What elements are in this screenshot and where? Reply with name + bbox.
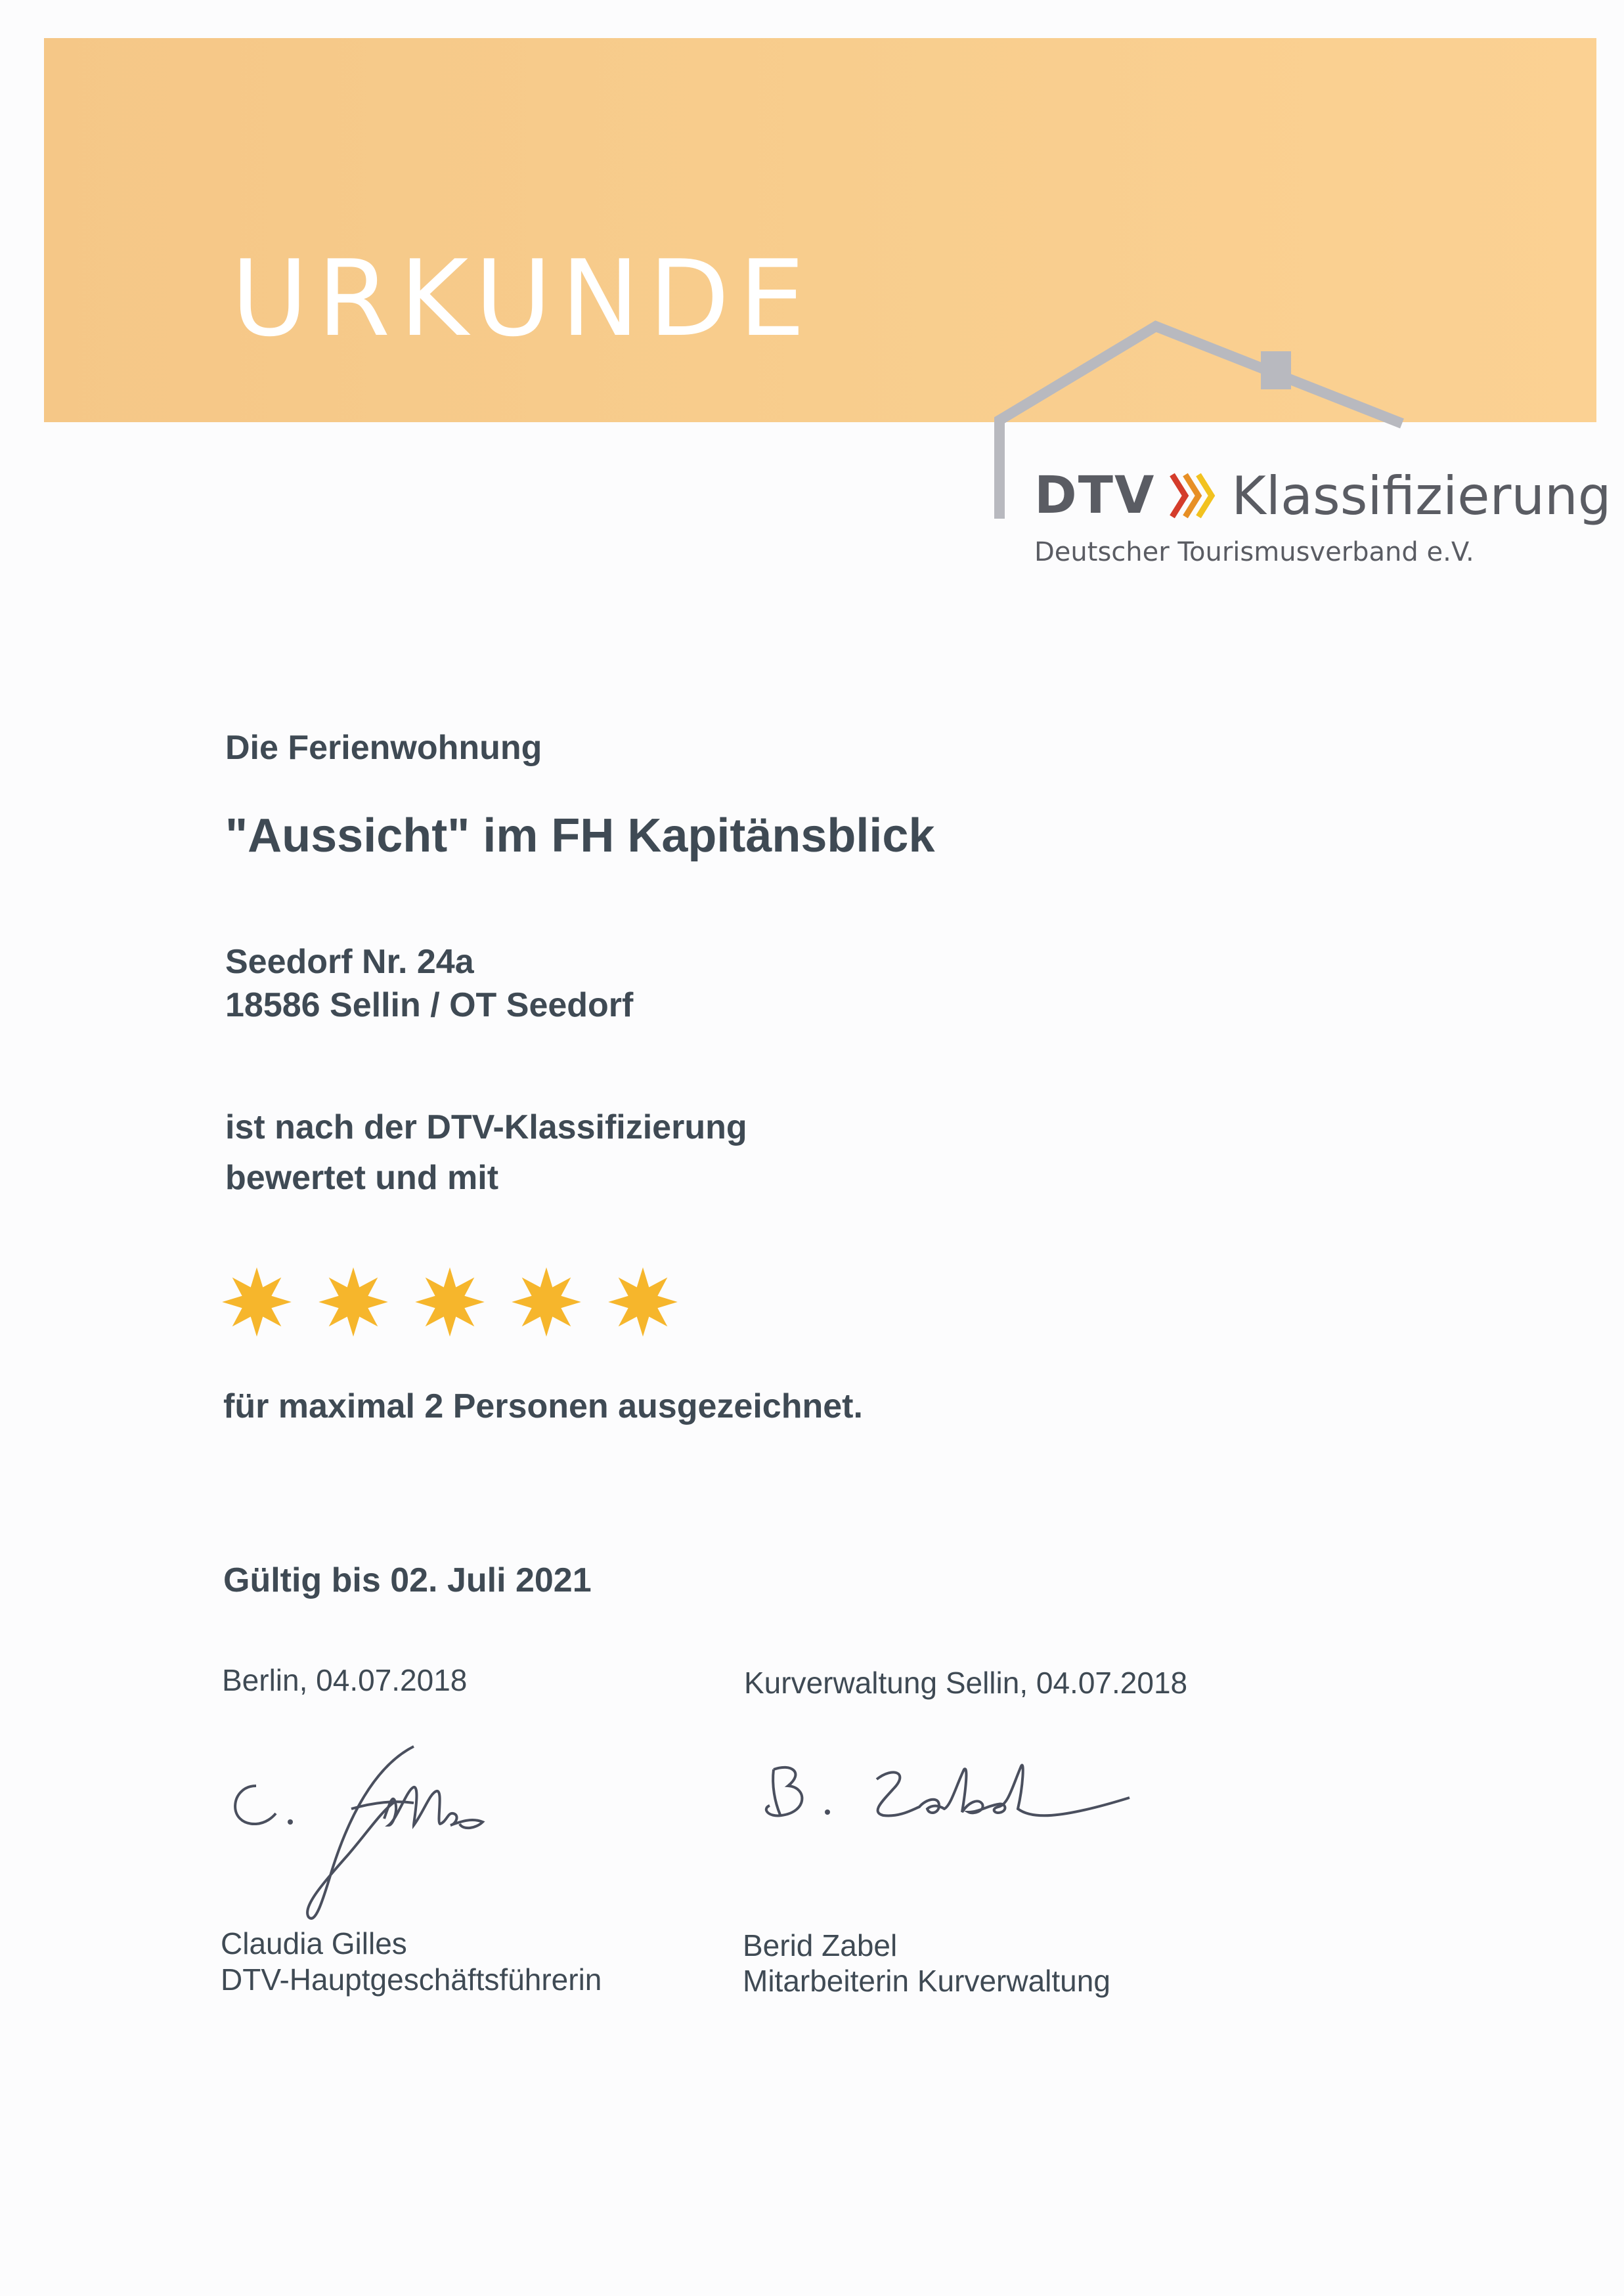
right-signer-name: Berid Zabel <box>743 1928 898 1962</box>
header-band <box>44 38 1596 422</box>
star-icon <box>221 1266 293 1338</box>
star-icon <box>317 1266 389 1338</box>
address-line2: 18586 Sellin / OT Seedorf <box>225 986 634 1024</box>
logo-brand: DTV <box>1034 466 1156 525</box>
left-place-date: Berlin, 04.07.2018 <box>222 1663 468 1697</box>
validity-date: Gültig bis 02. Juli 2021 <box>223 1561 592 1599</box>
intro-text: Die Ferienwohnung <box>225 729 542 767</box>
star-icon <box>414 1266 486 1338</box>
logo-subtitle: Deutscher Tourismusverband e.V. <box>1034 537 1474 567</box>
right-place-date: Kurverwaltung Sellin, 04.07.2018 <box>744 1666 1188 1700</box>
star-rating <box>221 1266 703 1338</box>
signature-gilles <box>217 1740 584 1930</box>
award-line: für maximal 2 Personen ausgezeichnet. <box>223 1387 863 1425</box>
statement-line2: bewertet und mit <box>225 1159 499 1197</box>
dtv-logo <box>1034 460 1612 532</box>
address-line1: Seedorf Nr. 24a <box>225 943 474 981</box>
statement-line1: ist nach der DTV-Klassifizierung <box>225 1108 747 1146</box>
left-signer-role: DTV-Hauptgeschäftsführerin <box>221 1962 602 1997</box>
signature-zabel <box>742 1746 1149 1865</box>
left-signer-name: Claudia Gilles <box>221 1926 407 1960</box>
logo-name: Klassifizierung <box>1231 465 1612 527</box>
right-signer-role: Mitarbeiterin Kurverwaltung <box>743 1964 1110 1998</box>
property-name: "Aussicht" im FH Kapitänsblick <box>225 810 935 862</box>
chevrons-icon <box>1170 468 1217 523</box>
star-icon <box>607 1266 679 1338</box>
certificate-title: URKUNDE <box>231 237 814 360</box>
star-icon <box>510 1266 582 1338</box>
